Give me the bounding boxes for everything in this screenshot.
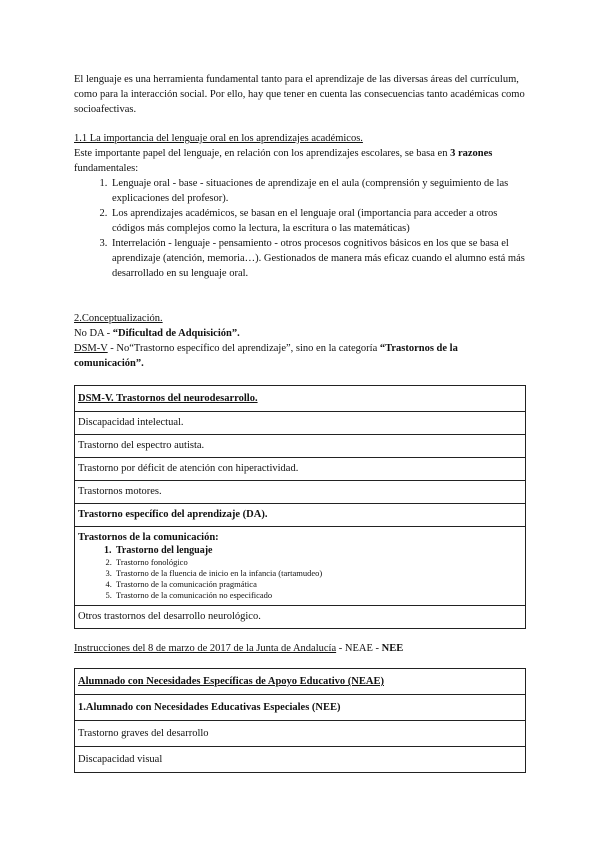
dsm-link[interactable]: DSM-V — [74, 343, 108, 354]
section2-heading: 2.Conceptualización. — [74, 313, 163, 324]
section1-heading: 1.1 La importancia del lenguaje oral en los aprendizajes académicos. — [74, 133, 363, 144]
dsm-table-header: DSM-V. Trastornos del neurodesarrollo. — [75, 386, 526, 412]
communication-list — [78, 545, 522, 601]
da-row: Trastorno específico del aprendizaje (DA). — [75, 504, 526, 527]
nee-subheader: 1.Alumnado con Necesidades Educativas Especiales (NEE) — [75, 695, 526, 721]
intro-paragraph: El lenguaje es una herramienta fundamental tanto para el aprendizaje de las diversas áreas del currículum, como para la interacción social. Por ello, hay que tener en cuenta las consecuencias tanto académicas como socioafectivas. — [74, 74, 525, 115]
table-row: Trastorno graves del desarrollo — [75, 721, 526, 747]
table-row: Trastornos motores. — [75, 481, 526, 504]
reason-item: 1. Lenguaje oral - base - situaciones de aprendizaje en el aula (comprensión y seguimiento de las explicaciones del profesor). — [110, 176, 529, 206]
section2-line2: DSM-V - No“Trastorno específico del aprendizaje”, sino en la categoría “Trastornos de la comunicación”. — [74, 343, 458, 369]
instrucciones-link[interactable]: Instrucciones del 8 de marzo de 2017 de la Junta de Andalucía — [74, 643, 337, 654]
reasons-list — [74, 176, 529, 281]
dsm-table — [74, 385, 526, 629]
list-item: 2. Trastorno fonológico — [114, 557, 522, 568]
list-item: 3. Trastorno de la fluencia de inicio en la infancia (tartamudeo) — [114, 568, 522, 579]
section2-line1: No DA - “Dificultad de Adquisición”. — [74, 328, 240, 339]
section1-lead: Este importante papel del lenguaje, en relación con los aprendizajes escolares, se basa en 3 razones fundamentales: — [74, 148, 493, 174]
table-row: Otros trastornos del desarrollo neurológico. — [75, 606, 526, 629]
section2 — [74, 311, 529, 371]
table-row: Discapacidad visual — [75, 747, 526, 773]
reason-item: 2. Los aprendizajes académicos, se basan en el lenguaje oral (importancia para acceder a otros códigos más complejos como la lectura, la escritura o las matemáticas) — [110, 206, 529, 236]
list-item: 4. Trastorno de la comunicación pragmática — [114, 579, 522, 590]
communication-row — [75, 527, 526, 606]
neae-table — [74, 668, 526, 773]
neae-table-header: Alumnado con Necesidades Específicas de Apoyo Educativo (NEAE) — [75, 669, 526, 695]
table-row: Trastorno por déficit de atención con hiperactividad. — [75, 458, 526, 481]
list-item: 5. Trastorno de la comunicación no especificado — [114, 590, 522, 601]
instrucciones-line: Instrucciones del 8 de marzo de 2017 de la Junta de Andalucía - NEAE - NEE — [74, 643, 404, 654]
document-page — [74, 72, 529, 773]
reason-item: 3. Interrelación - lenguaje - pensamiento - otros procesos cognitivos básicos en los que se basa el aprendizaje (atención, memoria…). Gestionados de manera más eficaz cuando el alumno está más desarrollado en su lenguaje oral. — [110, 236, 529, 281]
communication-title: Trastornos de la comunicación: — [78, 532, 219, 543]
list-item: 1. Trastorno del lenguaje — [114, 545, 522, 557]
table-row: Discapacidad intelectual. — [75, 412, 526, 435]
table-row: Trastorno del espectro autista. — [75, 435, 526, 458]
